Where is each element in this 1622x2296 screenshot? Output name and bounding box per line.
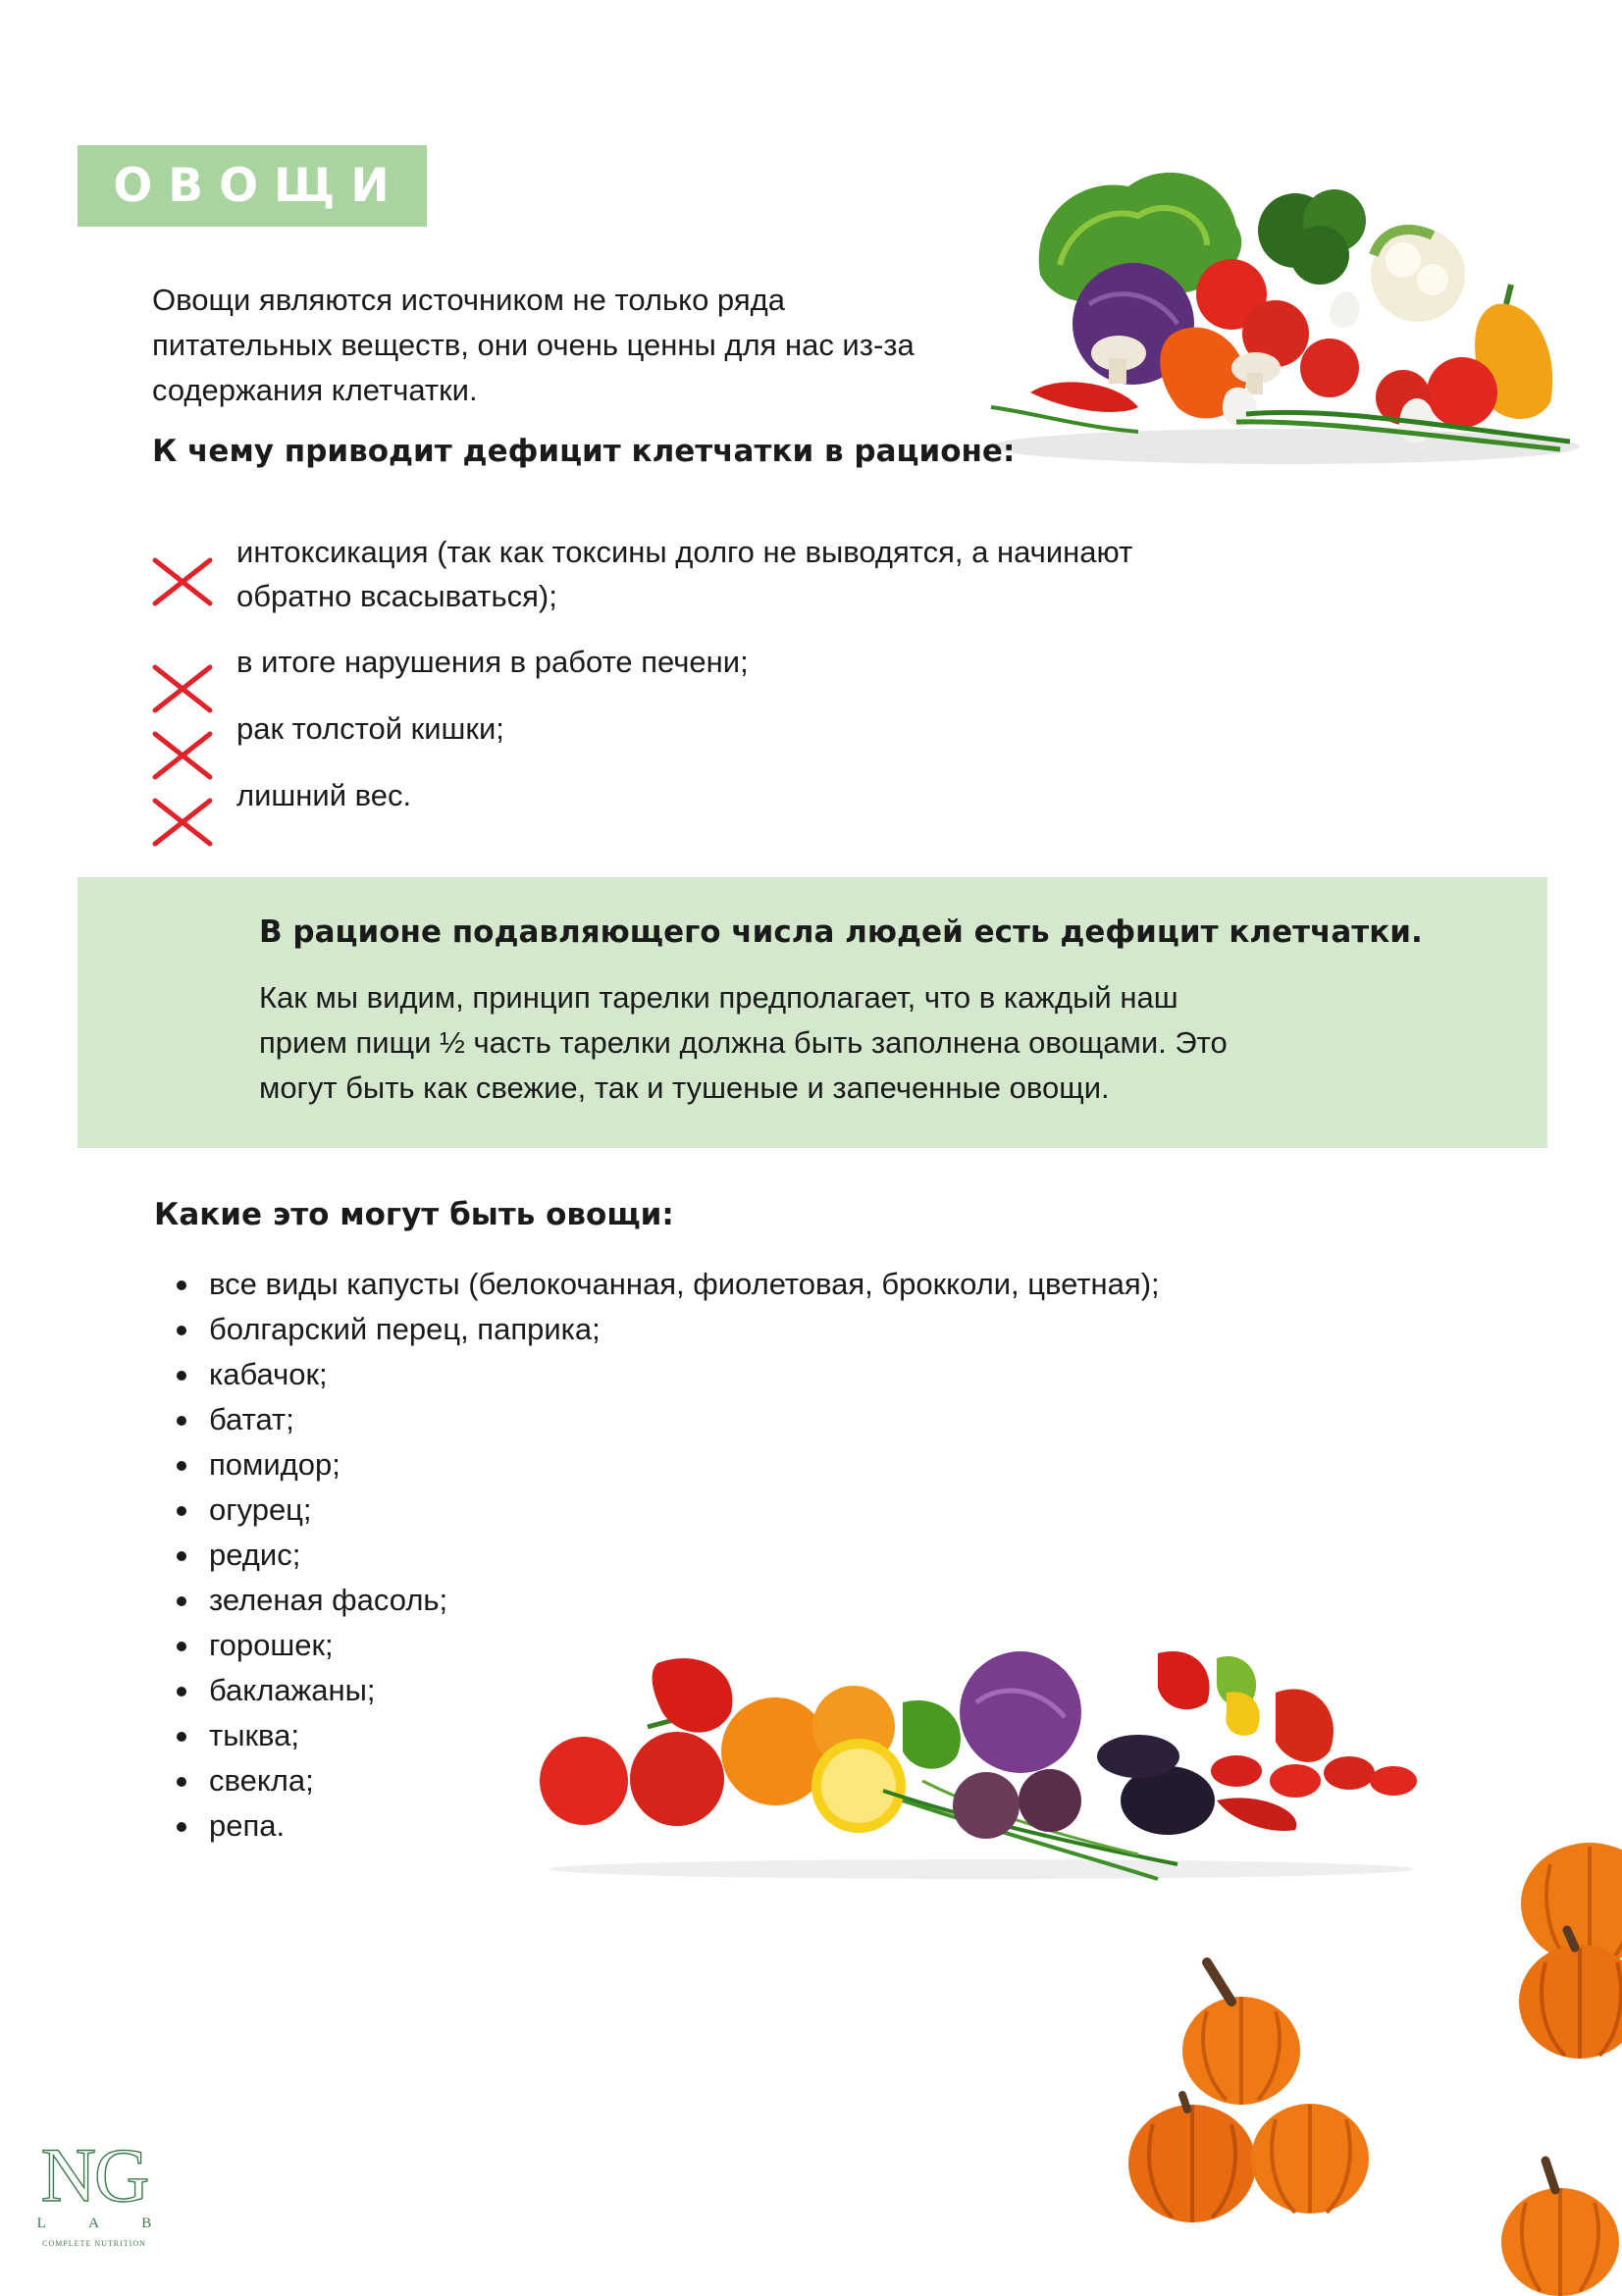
page-title: ОВОЩИ [113, 159, 405, 213]
deficit-item-text [236, 773, 1316, 817]
intro-line: содержания клетчатки. [152, 373, 478, 407]
list-item: баклажаны; [167, 1668, 1160, 1713]
cross-mark-icon [149, 661, 216, 716]
panel-body-line: Как мы видим, принцип тарелки предполагает, что в каждый наш [259, 980, 1178, 1015]
list-item: огурец; [167, 1487, 1160, 1533]
deficit-item-line: интоксикация (так как токсины долго не выводятся, а начинают [236, 535, 1133, 569]
list-item: помидор; [167, 1442, 1160, 1487]
list-item: редис; [167, 1533, 1160, 1578]
logo-letter: A [88, 2216, 99, 2231]
deficit-item-line: обратно всасываться); [236, 579, 557, 613]
logo-tagline: COMPLETE NUTRITION [42, 2239, 146, 2248]
deficit-item-text [236, 530, 1316, 618]
list-item: свекла; [167, 1758, 1160, 1803]
panel-body-line: прием пищи ½ часть тарелки должна быть заполнена овощами. Это [259, 1025, 1228, 1060]
deficit-item-line: рак толстой кишки; [236, 711, 504, 746]
list-item: зеленая фасоль; [167, 1578, 1160, 1623]
list-item: тыква; [167, 1713, 1160, 1758]
panel-body [259, 975, 1437, 1111]
cross-mark-icon [149, 728, 216, 783]
intro-line: Овощи являются источником не только ряда [152, 283, 785, 317]
logo-letters [16, 2216, 173, 2232]
panel-heading: В рационе подавляющего числа людей есть дефицит клетчатки. [259, 914, 1423, 950]
cross-mark-icon [149, 554, 216, 609]
deficit-item-line: в итоге нарушения в работе печени; [236, 645, 749, 679]
list-item: батат; [167, 1397, 1160, 1442]
title-badge [78, 145, 427, 227]
intro-line: питательных веществ, они очень ценны для нас из-за [152, 328, 915, 362]
deficit-item-text [236, 706, 1316, 751]
cross-mark-icon [149, 795, 216, 850]
highlight-panel [78, 877, 1547, 1148]
logo-letter: L [36, 2216, 46, 2231]
pumpkins-image [1079, 1835, 1622, 2296]
intro-paragraph [152, 278, 1035, 413]
kinds-heading: Какие это могут быть овощи: [154, 1197, 674, 1232]
brand-logo [16, 2132, 173, 2255]
list-item: горошек; [167, 1623, 1160, 1668]
panel-body-line: могут быть как свежие, так и тушеные и запеченные овощи. [259, 1070, 1110, 1105]
deficit-heading: К чему приводит дефицит клетчатки в рационе: [152, 434, 1016, 469]
deficit-item-text [236, 640, 1316, 684]
list-item: кабачок; [167, 1352, 1160, 1397]
list-item: все виды капусты (белокочанная, фиолетовая, брокколи, цветная); [167, 1262, 1160, 1307]
logo-letter: B [141, 2216, 152, 2231]
list-item: репа. [167, 1803, 1160, 1849]
logo-mark: NG [40, 2132, 148, 2218]
list-item: болгарский перец, паприка; [167, 1307, 1160, 1352]
deficit-item-line: лишний вес. [236, 778, 412, 812]
vegetables-pile-image [971, 157, 1590, 471]
